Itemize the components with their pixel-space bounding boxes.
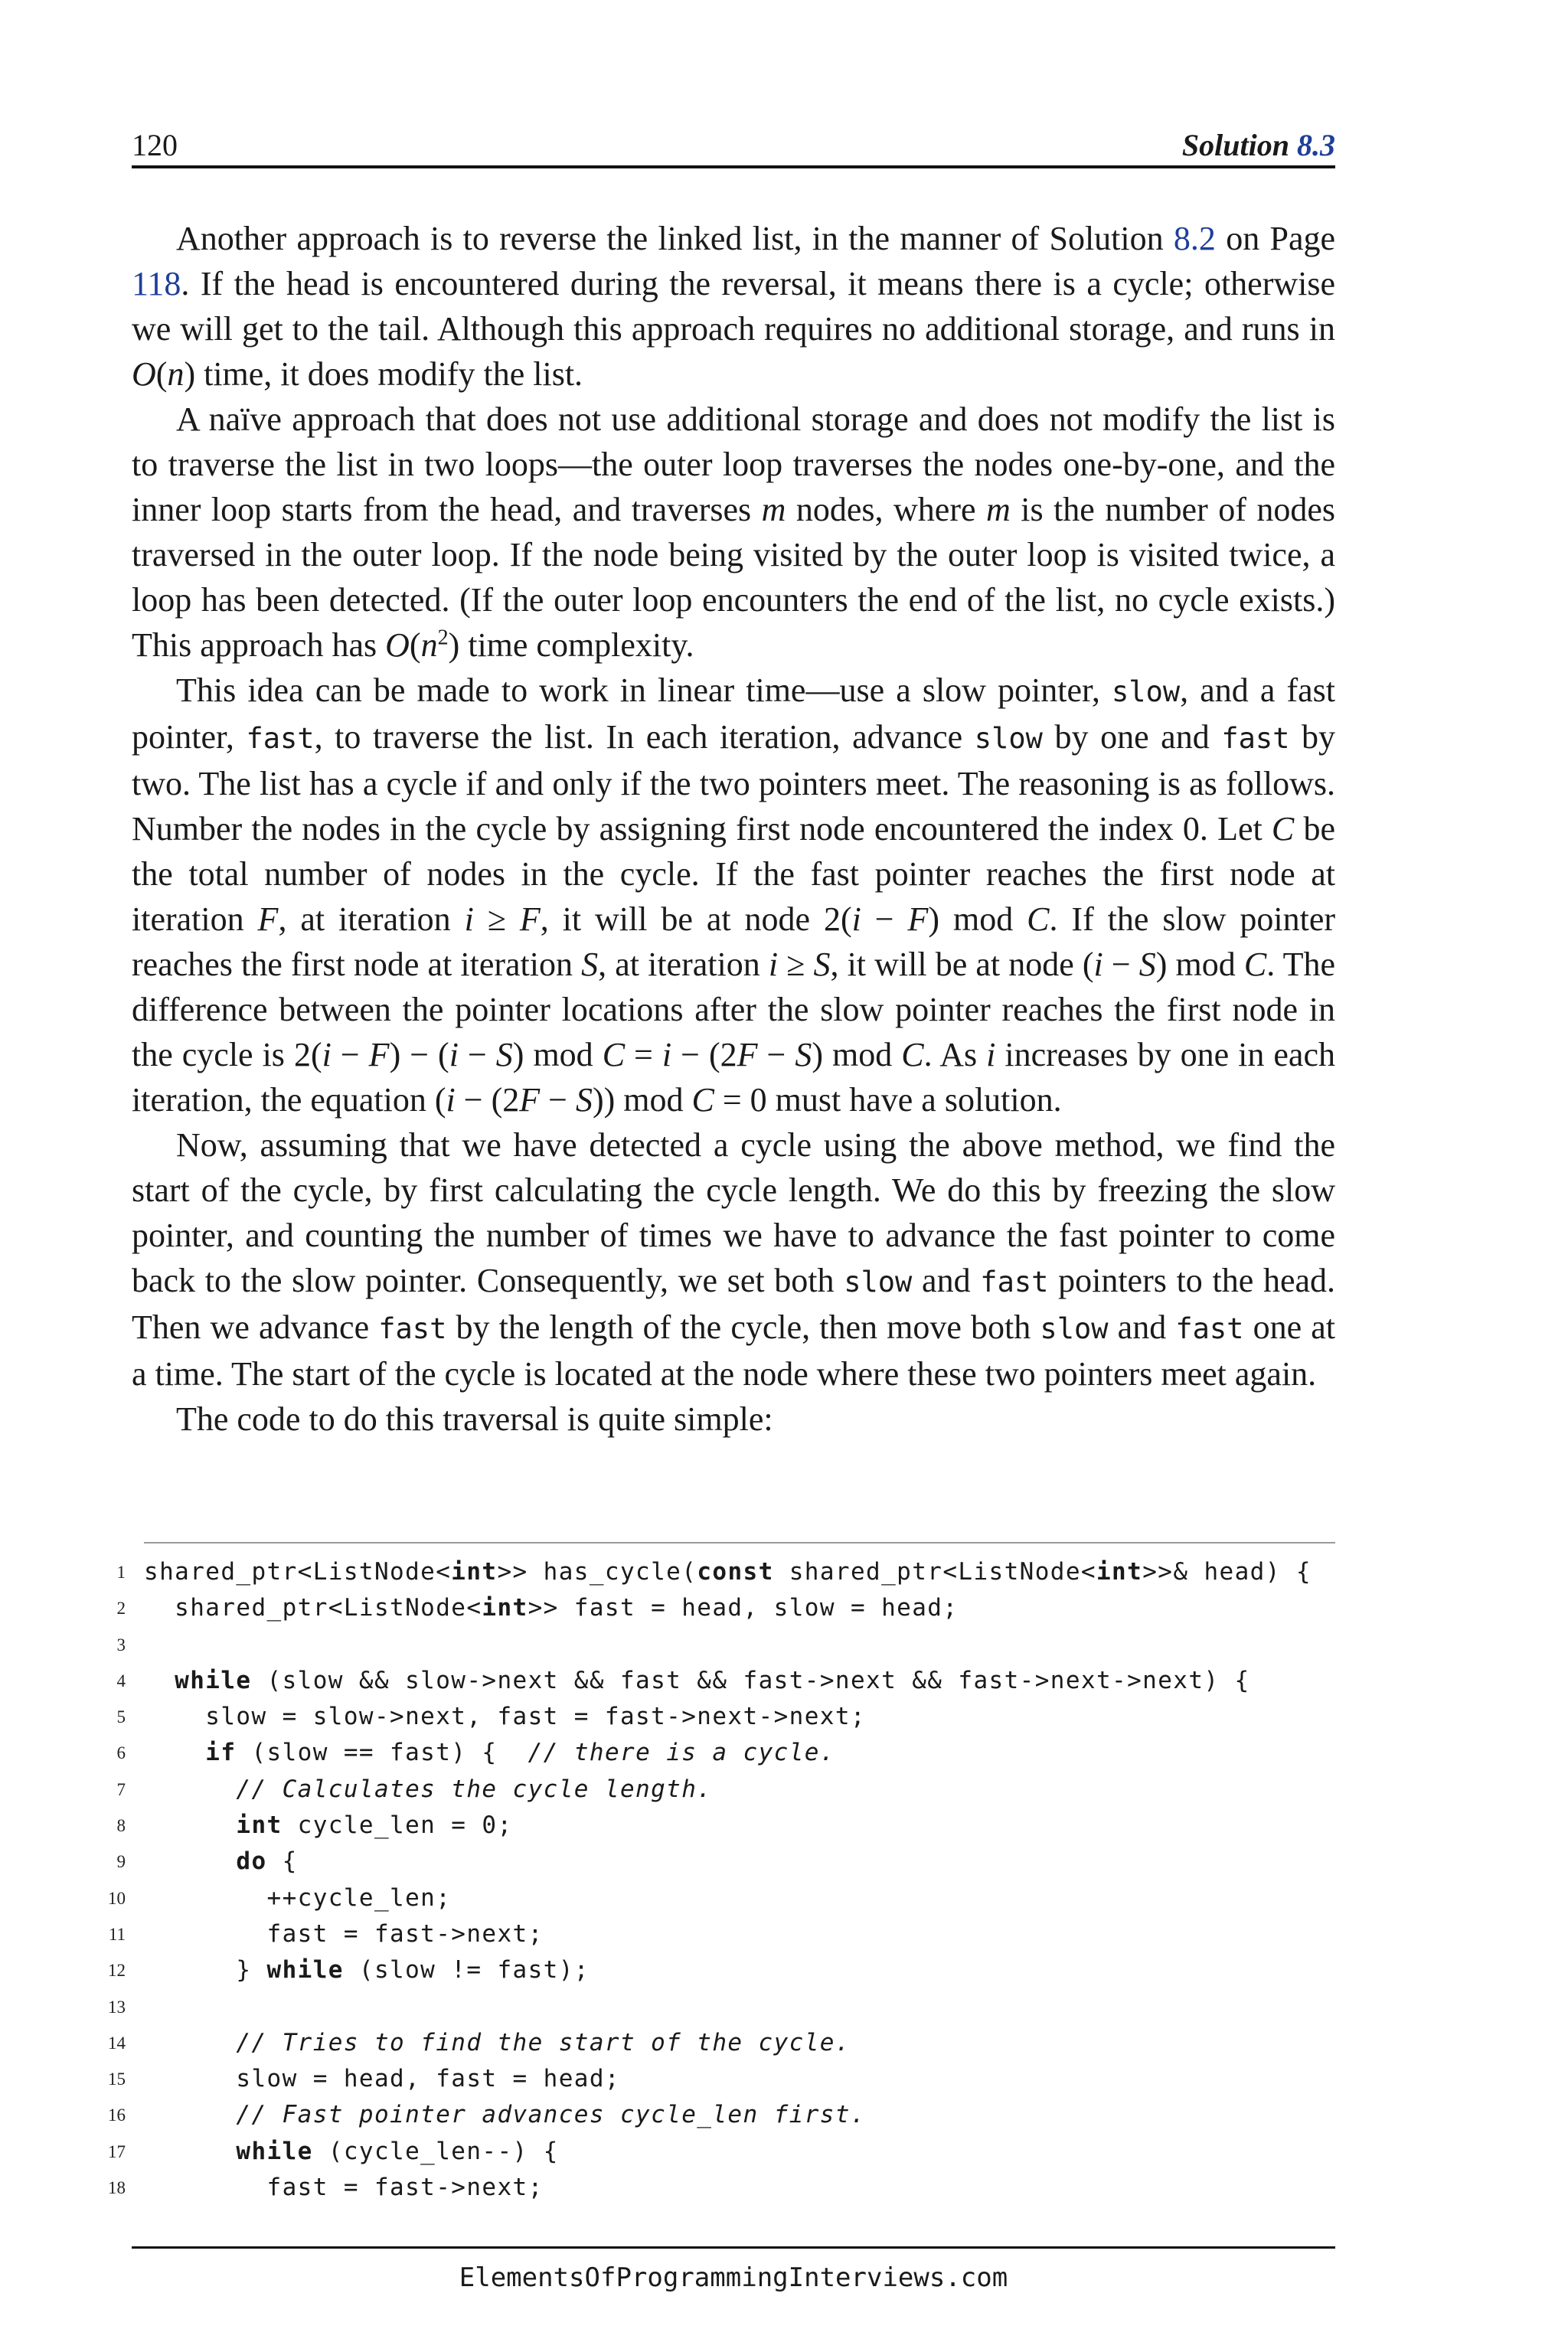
code-line xyxy=(100,1627,1340,1663)
line-number: 5 xyxy=(116,1707,126,1727)
math-variable: i xyxy=(662,1036,672,1073)
code-token: >> has_cycle( xyxy=(497,1558,697,1586)
math-variable: S xyxy=(1138,946,1156,983)
math-variable: F xyxy=(519,900,541,938)
code-token: (slow && slow->next && fast && fast->next && fast->next->next) { xyxy=(251,1666,1250,1694)
line-number: 14 xyxy=(108,2033,126,2053)
paragraph: Another approach is to reverse the linked list, in the manner of Solution 8.2 on Page 118. If the head is encountered during the reversal, it means there is a cycle; otherwise we will get to the tail. Although this approach requires no additional storage, and runs in O(n) time, it does modify the list. xyxy=(132,220,1335,393)
code-text xyxy=(144,1844,298,1880)
line-number: 13 xyxy=(108,1997,126,2017)
code-token: shared_ptr<ListNode< xyxy=(144,1594,482,1622)
code-keyword: int xyxy=(451,1558,498,1586)
code-line xyxy=(100,2170,1340,2206)
line-number: 18 xyxy=(108,2178,126,2198)
math-variable: i xyxy=(851,900,861,938)
code-keyword: while xyxy=(236,2137,313,2165)
math-variable: S xyxy=(813,946,831,983)
math-variable: C xyxy=(691,1081,714,1119)
code-token: cycle_len = 0; xyxy=(282,1811,513,1840)
math-variable: m xyxy=(761,491,786,528)
code-line xyxy=(100,2061,1340,2097)
code-keyword: int xyxy=(1096,1558,1143,1586)
math-variable: S xyxy=(581,946,599,983)
code-token: fast = fast->next; xyxy=(144,1919,544,1948)
code-keyword: do xyxy=(236,1847,267,1876)
paragraph: The code to do this traversal is quite simple: xyxy=(176,1400,773,1438)
code-token: slow = head, fast = head; xyxy=(144,2065,620,2093)
line-number: 15 xyxy=(108,2069,126,2089)
inline-code: slow xyxy=(1112,675,1181,708)
cross-reference-link[interactable]: 118 xyxy=(132,265,181,302)
code-line xyxy=(100,1772,1340,1808)
inline-code: slow xyxy=(1040,1312,1109,1345)
code-line xyxy=(100,2134,1340,2170)
superscript: 2 xyxy=(437,626,449,650)
line-number: 6 xyxy=(116,1743,126,1763)
inline-code: fast xyxy=(1221,722,1290,755)
code-line xyxy=(100,1735,1340,1771)
code-text xyxy=(144,1880,451,1916)
code-line xyxy=(100,1844,1340,1880)
code-line xyxy=(100,1916,1340,1952)
line-number: 2 xyxy=(116,1599,126,1619)
code-listing xyxy=(100,1554,1340,2206)
code-line xyxy=(100,1880,1340,1916)
code-token: fast = fast->next; xyxy=(144,2174,544,2202)
code-text xyxy=(144,1772,712,1808)
line-number: 17 xyxy=(108,2141,126,2161)
math-variable: i xyxy=(768,946,779,983)
code-token: >> fast = head, slow = head; xyxy=(528,1594,959,1622)
math-variable: i xyxy=(986,1036,996,1073)
math-variable: i xyxy=(446,1081,456,1119)
code-keyword: int xyxy=(236,1811,283,1840)
code-text xyxy=(144,1590,958,1626)
math-variable: O xyxy=(385,626,410,664)
code-text xyxy=(144,1735,835,1771)
inline-code: fast xyxy=(980,1266,1049,1298)
math-variable: F xyxy=(519,1081,541,1119)
paragraph: A naïve approach that does not use additional storage and does not modify the list is to traverse the list in two loops—the outer loop traverses the nodes one-by-one, and the inner loop starts from the head, and traverses m nodes, where m is the number of nodes traversed in the outer loop. If the node being visited by the outer loop is visited twice, a loop has been detected. (If the outer loop encounters the end of the list, no cycle exists.) This approach has $O(n^2)$ time complexity. xyxy=(132,400,1335,664)
math-variable: O xyxy=(132,355,156,393)
code-text xyxy=(144,1554,1312,1590)
math-variable: C xyxy=(602,1036,626,1073)
code-token xyxy=(144,2029,236,2056)
code-token: shared_ptr<ListNode< xyxy=(144,1558,452,1586)
code-line xyxy=(100,1663,1340,1699)
math-variable: F xyxy=(907,900,929,938)
line-number: 4 xyxy=(116,1671,126,1690)
code-line xyxy=(100,1989,1340,2025)
math-variable: n xyxy=(420,626,438,664)
running-head-solution-link[interactable]: 8.3 xyxy=(1297,128,1335,162)
code-comment: // Tries to find the start of the cycle. xyxy=(236,2028,851,2056)
code-token xyxy=(144,1811,236,1839)
math-variable: C xyxy=(901,1036,924,1073)
code-token: (slow == fast) { xyxy=(236,1739,528,1767)
code-line xyxy=(100,1590,1340,1626)
math-variable: i xyxy=(464,900,474,938)
running-head xyxy=(1182,127,1335,163)
code-token: >>& head) { xyxy=(1142,1558,1312,1586)
math-variable: S xyxy=(495,1036,513,1073)
footer-rule xyxy=(132,2246,1335,2249)
code-text xyxy=(144,2097,866,2133)
code-token xyxy=(144,1847,236,1875)
body-text xyxy=(132,216,1335,1442)
math-variable: C xyxy=(1027,900,1050,938)
paragraph: Now, assuming that we have detected a cycle using the above method, we find the start of the cycle, by first calculating the cycle length. We do this by freezing the slow pointer, and counting the number of times we have to advance the fast pointer to come back to the slow pointer. Consequently, we set both slow and fast pointers to the head. Then we advance fast by the length of the cycle, then move both slow and fast one at a time. The start of the cycle is located at the node where these two pointers meet again. xyxy=(132,1126,1336,1393)
code-text xyxy=(144,1952,590,1988)
running-head-label: Solution xyxy=(1181,128,1297,162)
code-line xyxy=(100,2025,1340,2061)
cross-reference-link[interactable]: 8.2 xyxy=(1173,220,1216,257)
line-number: 8 xyxy=(116,1816,126,1836)
code-keyword: while xyxy=(175,1666,252,1694)
math-variable: C xyxy=(1271,810,1295,848)
math-variable: i xyxy=(449,1036,459,1073)
line-number: 11 xyxy=(108,1924,126,1944)
line-number: 3 xyxy=(116,1635,126,1655)
code-text xyxy=(144,1808,513,1844)
code-token xyxy=(144,2101,236,2128)
paragraph: This idea can be made to work in linear time—use a slow pointer, slow, and a fast pointer, fast, to traverse the list. In each iteration, advance slow by one and fast by two. The list has a cycle if and only if the two pointers meet. The reasoning is as follows. Number the nodes in the cycle by assigning first node encountered the index 0. Let C be the total number of nodes in the cycle. If the fast pointer reaches the first node at iteration F, at iteration i ≥ F, it will be at node 2(i − F) mod C. If the slow pointer reaches the first node at iteration S, at iteration i ≥ S, it will be at node (i − S) mod C. The difference between the pointer locations after the slow pointer reaches the first node in the cycle is 2(i − F) − (i − S) mod C = i − (2F − S) mod C. As i increases by one in each iteration, the equation (i − (2F − S)) mod C = 0 must have a solution. xyxy=(132,671,1336,1119)
math-variable: S xyxy=(795,1036,812,1073)
code-keyword: while xyxy=(266,1956,344,1984)
code-text xyxy=(144,2061,620,2097)
inline-code: fast xyxy=(378,1312,447,1345)
code-top-rule xyxy=(144,1542,1335,1544)
code-text xyxy=(144,1663,1250,1699)
line-number: 9 xyxy=(116,1852,126,1872)
code-line xyxy=(100,2097,1340,2133)
inline-code: slow xyxy=(844,1266,913,1298)
code-text xyxy=(144,1916,544,1952)
code-token: ++cycle_len; xyxy=(144,1883,452,1912)
code-token xyxy=(144,1739,205,1766)
code-line xyxy=(100,1952,1340,1988)
code-token: slow = slow->next, fast = fast->next->next; xyxy=(144,1703,866,1731)
code-comment: // Calculates the cycle length. xyxy=(236,1775,713,1803)
inline-code: fast xyxy=(246,722,315,755)
math-variable: F xyxy=(737,1036,758,1073)
code-text xyxy=(144,1699,866,1735)
line-number: 12 xyxy=(108,1961,126,1981)
line-number: 7 xyxy=(116,1779,126,1799)
inline-code: slow xyxy=(974,722,1043,755)
code-token xyxy=(144,1775,236,1803)
code-line xyxy=(100,1554,1340,1590)
code-keyword: const xyxy=(697,1558,774,1586)
math-variable: S xyxy=(575,1081,593,1119)
code-line xyxy=(100,1808,1340,1844)
math-variable: F xyxy=(368,1036,390,1073)
line-number: 10 xyxy=(108,1888,126,1908)
code-token: shared_ptr<ListNode< xyxy=(773,1558,1096,1586)
inline-code: fast xyxy=(1175,1312,1244,1345)
math-variable: n xyxy=(167,355,185,393)
code-line xyxy=(100,1699,1340,1735)
page-number: 120 xyxy=(132,128,178,162)
page-footer: ElementsOfProgrammingInterviews.com xyxy=(459,2262,1008,2293)
line-number: 1 xyxy=(116,1563,126,1582)
math-variable: m xyxy=(985,491,1011,528)
code-token: { xyxy=(266,1847,298,1876)
code-text xyxy=(144,2170,544,2206)
code-comment: // there is a cycle. xyxy=(528,1739,835,1767)
code-token xyxy=(144,1667,175,1694)
code-text xyxy=(144,2134,559,2170)
code-keyword: if xyxy=(205,1739,237,1767)
math-variable: i xyxy=(322,1036,332,1073)
code-token: (slow != fast); xyxy=(343,1956,590,1984)
code-token: (cycle_len--) { xyxy=(312,2137,559,2165)
math-variable: F xyxy=(257,900,279,938)
line-number: 16 xyxy=(108,2105,126,2125)
code-token xyxy=(144,2138,236,2165)
code-text xyxy=(144,2025,851,2061)
code-keyword: int xyxy=(482,1594,528,1622)
math-variable: C xyxy=(1243,946,1267,983)
page-header xyxy=(132,122,1335,168)
code-token: } xyxy=(144,1956,267,1984)
code-comment: // Fast pointer advances cycle_len first. xyxy=(236,2101,866,2129)
math-variable: i xyxy=(1093,946,1103,983)
